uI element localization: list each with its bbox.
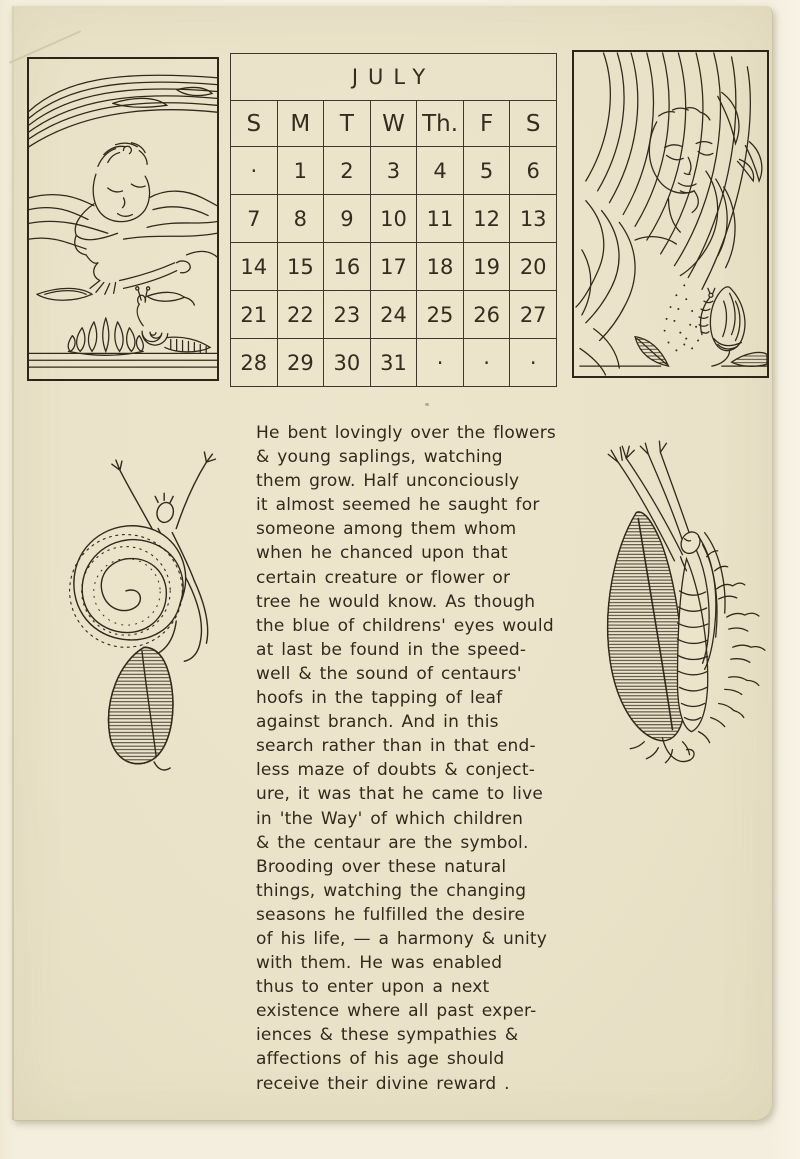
calendar-cell: 5 (463, 147, 510, 195)
passage-line: existence where all past exper- (256, 1001, 537, 1022)
passage-line: & the centaur are the symbol. (256, 832, 529, 853)
calendar-cell: 3 (370, 147, 417, 195)
passage-line: against branch. And in this (256, 712, 499, 733)
calendar-cell: 1 (277, 147, 324, 195)
paper-sheet (12, 6, 773, 1121)
calendar-month-title: JULY (231, 54, 557, 101)
calendar-week-row (231, 291, 557, 339)
passage-line: search rather than in that end- (256, 736, 536, 757)
passage-line: when he chanced upon that (256, 543, 508, 564)
passage-line: at last be found in the speed- (256, 639, 527, 660)
calendar-cell: 11 (417, 195, 464, 243)
passage-line: Brooding over these natural (256, 856, 507, 877)
passage-line: thus to enter upon a next (256, 977, 490, 998)
calendar-cell: 18 (417, 243, 464, 291)
calendar-cell: 26 (463, 291, 510, 339)
passage-line: of his life, — a harmony & unity (256, 928, 548, 949)
swimmer-illustration-plate (27, 57, 219, 381)
passage-line: tree he would know. As though (256, 591, 536, 612)
passage-line: affections of his age should (256, 1049, 505, 1070)
hand-lettered-passage (256, 421, 606, 1096)
calendar-cell: 15 (277, 243, 324, 291)
passage-line: with them. He was enabled (256, 953, 503, 974)
calendar-cell: 23 (324, 291, 371, 339)
calendar-cell: 27 (510, 291, 557, 339)
passage-line: receive their divine reward . (256, 1073, 510, 1094)
calendar-cell: 2 (324, 147, 371, 195)
calendar-cell: 9 (324, 195, 371, 243)
calendar-cell: 20 (510, 243, 557, 291)
page-edge-crease (12, 6, 14, 1120)
passage-line: hoofs in the tapping of leaf (256, 688, 503, 709)
ink-speck (425, 403, 429, 406)
calendar-cell: 8 (277, 195, 324, 243)
calendar-cell: 21 (231, 291, 278, 339)
day-header-sun: S (231, 101, 278, 147)
calendar-cell: 19 (463, 243, 510, 291)
chrysalis-figure-illustration (578, 440, 784, 772)
calendar-week-row (231, 243, 557, 291)
passage-line: the blue of childrens' eyes would (256, 615, 554, 636)
calendar-week-row (231, 339, 557, 387)
passage-line: He bent lovingly over the flowers (256, 423, 556, 443)
passage-line: certain creature or flower or (256, 567, 511, 588)
muse-illustration-plate (572, 50, 769, 378)
swimming-child-illustration (29, 59, 217, 379)
chrysalis-figure (578, 440, 784, 772)
calendar-cell: 28 (231, 339, 278, 387)
calendar-cell: 24 (370, 291, 417, 339)
calendar-cell: 7 (231, 195, 278, 243)
passage-line: ure, it was that he came to live (256, 784, 544, 805)
passage-line: & young saplings, watching (256, 447, 503, 468)
calendar-cell: 10 (370, 195, 417, 243)
calendar-cell: 4 (417, 147, 464, 195)
day-header-fri: F (463, 101, 510, 147)
calendar-cell: · (417, 339, 464, 387)
day-header-tue: T (324, 101, 371, 147)
calendar-cell: 16 (324, 243, 371, 291)
calendar-cell: 17 (370, 243, 417, 291)
calendar-cell: · (510, 339, 557, 387)
calendar-cell: 6 (510, 147, 557, 195)
passage-line: less maze of doubts & conject- (256, 760, 536, 781)
snail-figure-illustration (25, 440, 247, 772)
calendar-cell: 13 (510, 195, 557, 243)
day-header-wed: W (370, 101, 417, 147)
passage-line: things, watching the changing (256, 880, 527, 901)
calendar-cell: 25 (417, 291, 464, 339)
passage-line: them grow. Half unconciously (256, 471, 520, 492)
snail-shell-figure (25, 440, 247, 772)
calendar-cell: 31 (370, 339, 417, 387)
calendar-cell: · (231, 147, 278, 195)
passage-line: it almost seemed he saught for (256, 495, 540, 516)
calendar-cell: 14 (231, 243, 278, 291)
passage-line: seasons he fulfilled the desire (256, 904, 526, 925)
passage-line: iences & these sympathies & (256, 1025, 519, 1046)
calendar-week-row (231, 195, 557, 243)
passage-line: someone among them whom (256, 519, 517, 540)
calendar-cell: 30 (324, 339, 371, 387)
july-calendar (230, 53, 557, 387)
calendar-cell: 12 (463, 195, 510, 243)
calendar-cell: · (463, 339, 510, 387)
calendar-day-header-row (231, 101, 557, 147)
day-header-mon: M (277, 101, 324, 147)
day-header-sat: S (510, 101, 557, 147)
passage-line: well & the sound of centaurs' (256, 663, 522, 684)
calendar-cell: 29 (277, 339, 324, 387)
calendar-week-row (231, 147, 557, 195)
day-header-thu: Th. (417, 101, 464, 147)
passage-line: in 'the Way' of which children (256, 808, 524, 829)
calendar-cell: 22 (277, 291, 324, 339)
sleeping-face-illustration (574, 52, 767, 376)
